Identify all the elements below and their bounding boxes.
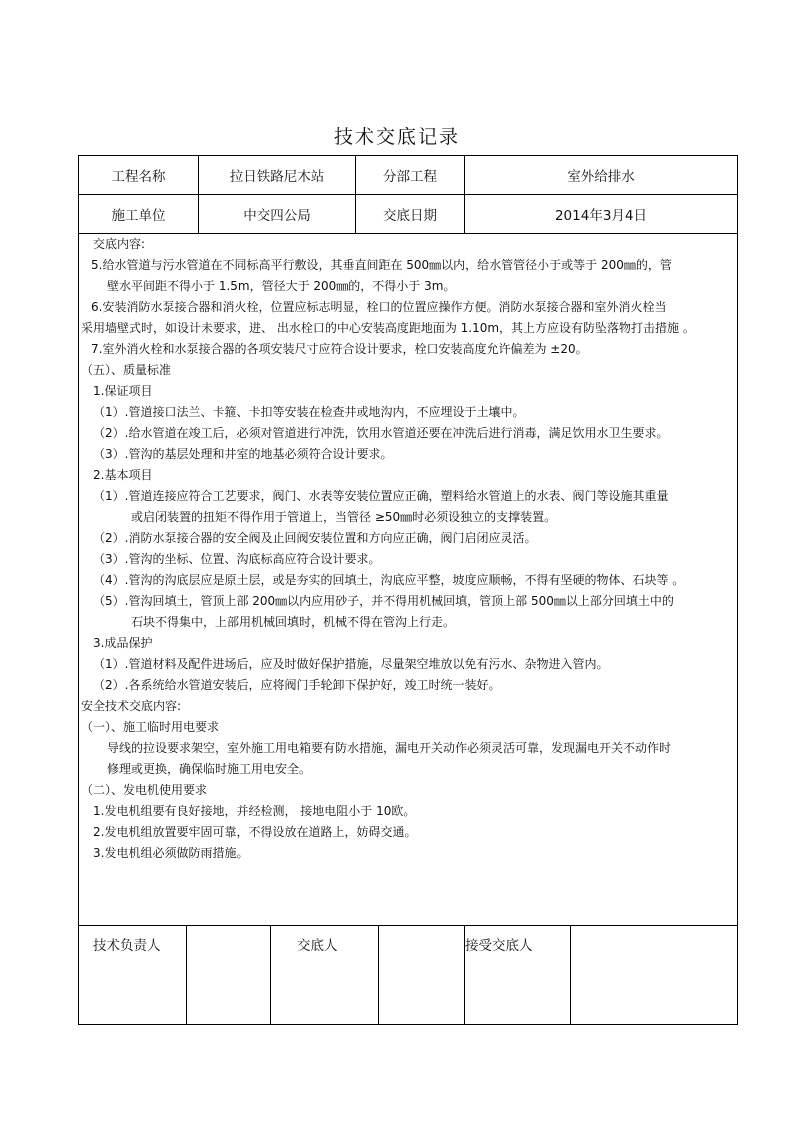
content-line: 7.室外消火栓和水泵接合器的各项安装尺寸应符合设计要求，栓口安装高度允许偏差为 ±20。 — [91, 342, 588, 356]
content-line: （2）.消防水泵接合器的安全阀及止回阀安装位置和方向应正确，阀门启闭应灵活。 — [93, 531, 537, 545]
header-row-2 — [79, 195, 737, 234]
content-line: 1.发电机组要有良好接地，并经检测， 接地电阻小于 10欧。 — [93, 804, 416, 818]
content-line: 修理或更换，确保临时施工用电安全。 — [107, 762, 312, 776]
content-line: 3.发电机组必须做防雨措施。 — [93, 846, 249, 860]
content-line: 3.成品保护 — [93, 636, 153, 650]
content-line: （3）.管沟的坐标、位置、沟底标高应符合设计要求。 — [93, 552, 381, 566]
project-name-label: 工程名称 — [79, 156, 199, 194]
disclosure-content — [79, 234, 737, 926]
receiver-value — [571, 926, 737, 1024]
content-line: 5.给水管道与污水管道在不同标高平行敷设，其垂直间距在 500㎜以内，给水管管径小于或等于 200㎜的，管 — [91, 258, 672, 272]
content-line: 安全技术交底内容: — [81, 699, 182, 713]
content-line: 壁水平间距不得小于 1.5m，管径大于 200㎜的，不得小于 3m。 — [107, 279, 456, 293]
receiver-label: 接受交底人 — [465, 926, 571, 1024]
disclosure-table — [78, 155, 738, 1025]
content-line: （一）、施工临时用电要求 — [81, 720, 220, 734]
date-value: 2014年3月4日 — [554, 208, 648, 224]
content-line: （1）.管道连接应符合工艺要求，阀门、水表等安装位置应正确，塑料给水管道上的水表、阀门等设施其重量 — [93, 489, 669, 503]
content-line: 2.发电机组放置要牢固可靠，不得设放在道路上，妨碍交通。 — [93, 825, 417, 839]
construction-unit-label: 施工单位 — [79, 195, 199, 233]
content-line: （二）、发电机使用要求 — [81, 783, 208, 797]
tech-lead-label: 技术负责人 — [79, 926, 187, 1024]
document-title: 技术交底记录 — [333, 126, 460, 148]
content-line: 1.保证项目 — [93, 384, 153, 398]
content-line: 石块不得集中，上部用机械回填时，机械不得在管沟上行走。 — [131, 615, 456, 629]
discloser-label: 交底人 — [271, 926, 379, 1024]
content-line: （2）.给水管道在竣工后，必须对管道进行冲洗，饮用水管道还要在冲洗后进行消毒，满足饮用水卫生要求。 — [93, 426, 669, 440]
content-line: 交底内容: — [93, 237, 146, 251]
content-line: （5）.管沟回填土，管顶上部 200㎜以内应用砂子，并不得用机械回填，管顶上部 500㎜以上部分回填土中的 — [93, 594, 674, 608]
date-label: 交底日期 — [356, 195, 465, 233]
content-line: （2）.各系统给水管道安装后，应将阀门手轮卸下保护好，竣工时统一装好。 — [93, 678, 501, 692]
content-line: （五）、质量标准 — [81, 363, 172, 377]
sub-project-label: 分部工程 — [356, 156, 465, 194]
content-line: 6.安装消防水泵接合器和消火栓，位置应标志明显，栓口的位置应操作方便。消防水泵接合器和室外消火栓当 — [91, 300, 667, 314]
content-line: （1）.管道接口法兰、卡箍、卡扣等安装在检查井或地沟内，不应埋设于土壤中。 — [93, 405, 525, 419]
sub-project-value: 室外给排水 — [567, 169, 635, 185]
content-line: 或启闭装置的扭矩不得作用于管道上，当管径 ≥50㎜时必须设独立的支撑装置。 — [131, 510, 557, 524]
content-line: （4）.管沟的沟底层应是原土层，或是夯实的回填土，沟底应平整，坡度应顺畅，不得有坚硬的物体、石块等 。 — [93, 573, 685, 587]
discloser-value — [379, 926, 465, 1024]
content-line: （1）.管道材料及配件进场后，应及时做好保护措施，尽量架空堆放以免有污水、杂物进入管内。 — [93, 657, 609, 671]
header-row-1 — [79, 156, 737, 195]
tech-lead-value — [187, 926, 271, 1024]
signature-row — [79, 926, 737, 1024]
content-line: 2.基本项目 — [93, 468, 153, 482]
content-line: 导线的拉设要求架空，室外施工用电箱要有防水措施，漏电开关动作必须灵活可靠，发现漏电开关不动作时 — [107, 741, 672, 755]
construction-unit-value: 中交四公局 — [199, 195, 356, 233]
project-name-value: 拉日铁路尼木站 — [199, 156, 356, 194]
content-line: 采用墙壁式时，如设计未要求，进、 出水栓口的中心安装高度距地面为 1.10m，其上方应设有防坠落物打击措施 。 — [81, 321, 695, 335]
content-line: （3）.管沟的基层处理和井室的地基必须符合设计要求。 — [93, 447, 393, 461]
